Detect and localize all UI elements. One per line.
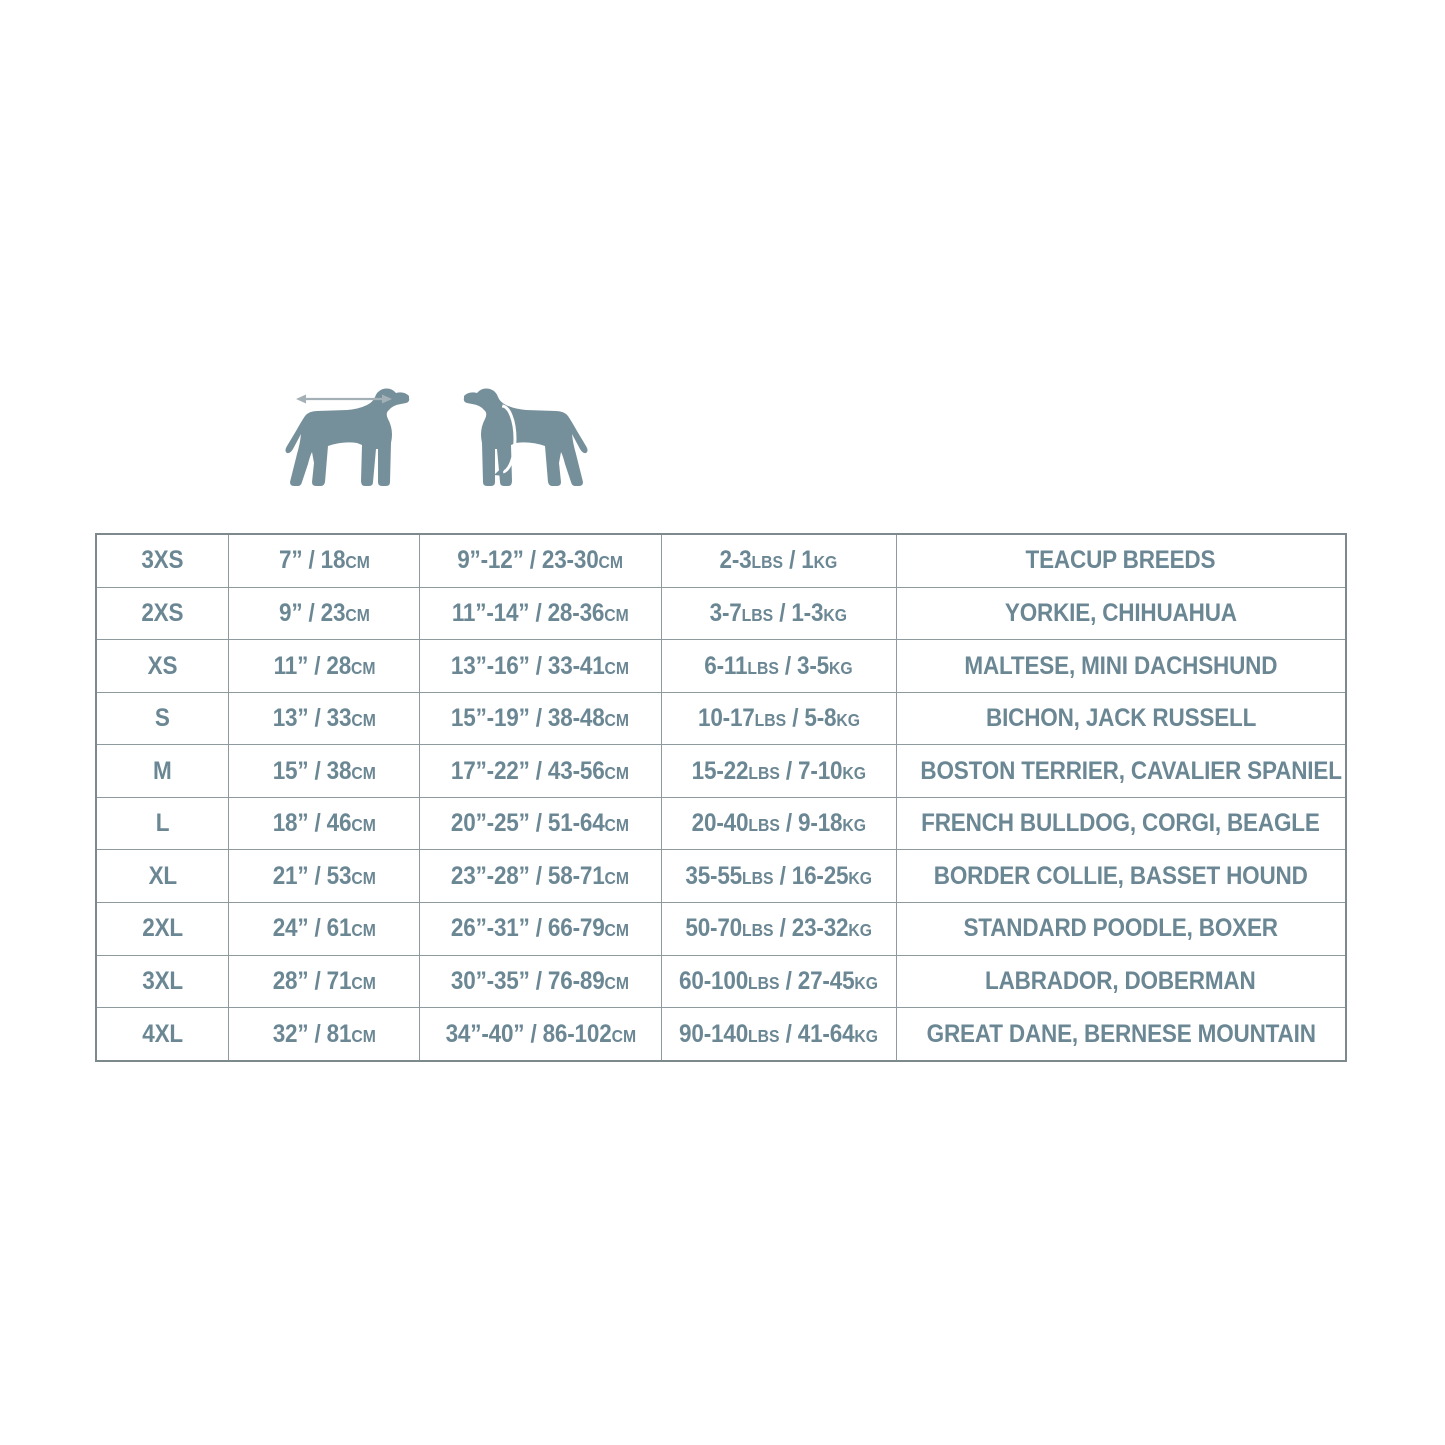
dog-measurement-illustration xyxy=(283,386,593,500)
back-length-value: 13” / 33CM xyxy=(272,704,376,733)
breeds-cell xyxy=(896,797,1346,850)
breeds-cell xyxy=(896,902,1346,955)
size-label: XL xyxy=(148,861,177,890)
table-row xyxy=(96,955,1346,1008)
breeds-value: TEACUP BREEDS xyxy=(1025,546,1216,575)
chest-girth-value: 9”-12” / 23-30CM xyxy=(457,546,624,575)
chest-girth-value: 11”-14” / 28-36CM xyxy=(451,599,629,628)
back-length-cell xyxy=(229,692,420,745)
size-label: S xyxy=(155,704,170,733)
size-cell xyxy=(96,902,229,955)
table-row xyxy=(96,902,1346,955)
size-label: M xyxy=(153,756,172,785)
size-label: 2XL xyxy=(142,914,183,943)
size-cell xyxy=(96,850,229,903)
breeds-cell xyxy=(896,745,1346,798)
chest-girth-value: 23”-28” / 58-71CM xyxy=(451,861,630,890)
chest-girth-value: 34”-40” / 86-102CM xyxy=(445,1019,636,1048)
breeds-value: LABRADOR, DOBERMAN xyxy=(985,966,1257,995)
chest-girth-value: 26”-31” / 66-79CM xyxy=(451,914,630,943)
weight-value: 20-40LBS / 9-18KG xyxy=(691,809,866,838)
breeds-value: BICHON, JACK RUSSELL xyxy=(985,704,1256,733)
weight-cell xyxy=(661,692,896,745)
weight-value: 15-22LBS / 7-10KG xyxy=(691,756,866,785)
weight-cell xyxy=(661,534,896,587)
weight-value: 90-140LBS / 41-64KG xyxy=(679,1019,878,1048)
back-length-value: 7” / 18CM xyxy=(278,546,370,575)
size-label: 3XL xyxy=(142,966,183,995)
chest-girth-cell xyxy=(420,692,661,745)
chest-girth-cell xyxy=(420,745,661,798)
breeds-value: GREAT DANE, BERNESE MOUNTAIN xyxy=(926,1019,1316,1048)
chest-girth-value: 30”-35” / 76-89CM xyxy=(451,966,630,995)
back-length-value: 32” / 81CM xyxy=(272,1019,376,1048)
size-label: L xyxy=(155,809,170,838)
breeds-cell xyxy=(896,587,1346,640)
back-length-cell xyxy=(229,902,420,955)
breeds-cell xyxy=(896,850,1346,903)
chest-girth-cell xyxy=(420,534,661,587)
breeds-cell xyxy=(896,534,1346,587)
size-label: 3XS xyxy=(141,546,184,575)
breeds-value: BORDER COLLIE, BASSET HOUND xyxy=(933,861,1308,890)
back-length-value: 15” / 38CM xyxy=(272,756,376,785)
breeds-value: YORKIE, CHIHUAHUA xyxy=(1004,599,1237,628)
breeds-value: BOSTON TERRIER, CAVALIER SPANIEL xyxy=(919,756,1342,785)
back-length-cell xyxy=(229,640,420,693)
chest-girth-cell xyxy=(420,850,661,903)
breeds-value: STANDARD POODLE, BOXER xyxy=(963,914,1278,943)
weight-cell xyxy=(661,587,896,640)
size-cell xyxy=(96,745,229,798)
breeds-cell xyxy=(896,955,1346,1008)
weight-value: 3-7LBS / 1-3KG xyxy=(709,599,848,628)
chest-girth-cell xyxy=(420,955,661,1008)
weight-value: 35-55LBS / 16-25KG xyxy=(685,861,872,890)
weight-value: 6-11LBS / 3-5KG xyxy=(704,651,853,680)
weight-value: 2-3LBS / 1KG xyxy=(719,546,838,575)
chest-girth-cell xyxy=(420,1008,661,1061)
size-cell xyxy=(96,587,229,640)
chest-girth-value: 13”-16” / 33-41CM xyxy=(451,651,630,680)
chest-girth-value: 15”-19” / 38-48CM xyxy=(451,704,630,733)
chest-girth-cell xyxy=(420,640,661,693)
back-length-cell xyxy=(229,745,420,798)
back-length-cell xyxy=(229,850,420,903)
weight-cell xyxy=(661,1008,896,1061)
size-label: 4XL xyxy=(142,1019,183,1048)
chest-girth-value: 20”-25” / 51-64CM xyxy=(451,809,630,838)
table-row xyxy=(96,587,1346,640)
back-length-value: 21” / 53CM xyxy=(272,861,376,890)
weight-cell xyxy=(661,955,896,1008)
size-cell xyxy=(96,955,229,1008)
dog-size-table xyxy=(95,533,1347,1062)
chest-girth-cell xyxy=(420,587,661,640)
dog-back-length-icon xyxy=(283,386,433,496)
size-cell xyxy=(96,534,229,587)
weight-value: 50-70LBS / 23-32KG xyxy=(685,914,872,943)
size-label: XS xyxy=(147,651,178,680)
back-length-cell xyxy=(229,534,420,587)
breeds-cell xyxy=(896,640,1346,693)
back-length-cell xyxy=(229,797,420,850)
table-row xyxy=(96,640,1346,693)
table-row xyxy=(96,1008,1346,1061)
back-length-cell xyxy=(229,587,420,640)
size-cell xyxy=(96,692,229,745)
table-row xyxy=(96,745,1346,798)
weight-cell xyxy=(661,850,896,903)
size-cell xyxy=(96,797,229,850)
breeds-cell xyxy=(896,1008,1346,1061)
weight-value: 10-17LBS / 5-8KG xyxy=(697,704,860,733)
table-row xyxy=(96,850,1346,903)
table-row xyxy=(96,534,1346,587)
size-cell xyxy=(96,1008,229,1061)
breeds-value: MALTESE, MINI DACHSHUND xyxy=(964,651,1278,680)
back-length-cell xyxy=(229,955,420,1008)
back-length-cell xyxy=(229,1008,420,1061)
table-row xyxy=(96,692,1346,745)
back-length-value: 24” / 61CM xyxy=(272,914,376,943)
weight-cell xyxy=(661,745,896,798)
breeds-value: FRENCH BULLDOG, CORGI, BEAGLE xyxy=(921,809,1321,838)
back-length-value: 11” / 28CM xyxy=(273,651,376,680)
chest-girth-cell xyxy=(420,797,661,850)
table-row xyxy=(96,797,1346,850)
back-length-value: 18” / 46CM xyxy=(272,809,376,838)
back-length-value: 28” / 71CM xyxy=(272,966,376,995)
weight-value: 60-100LBS / 27-45KG xyxy=(679,966,878,995)
weight-cell xyxy=(661,640,896,693)
size-cell xyxy=(96,640,229,693)
weight-cell xyxy=(661,797,896,850)
size-label: 2XS xyxy=(141,599,184,628)
chest-girth-cell xyxy=(420,902,661,955)
dog-chest-girth-icon xyxy=(440,386,590,496)
weight-cell xyxy=(661,902,896,955)
chest-girth-value: 17”-22” / 43-56CM xyxy=(451,756,630,785)
back-length-value: 9” / 23CM xyxy=(278,599,370,628)
breeds-cell xyxy=(896,692,1346,745)
